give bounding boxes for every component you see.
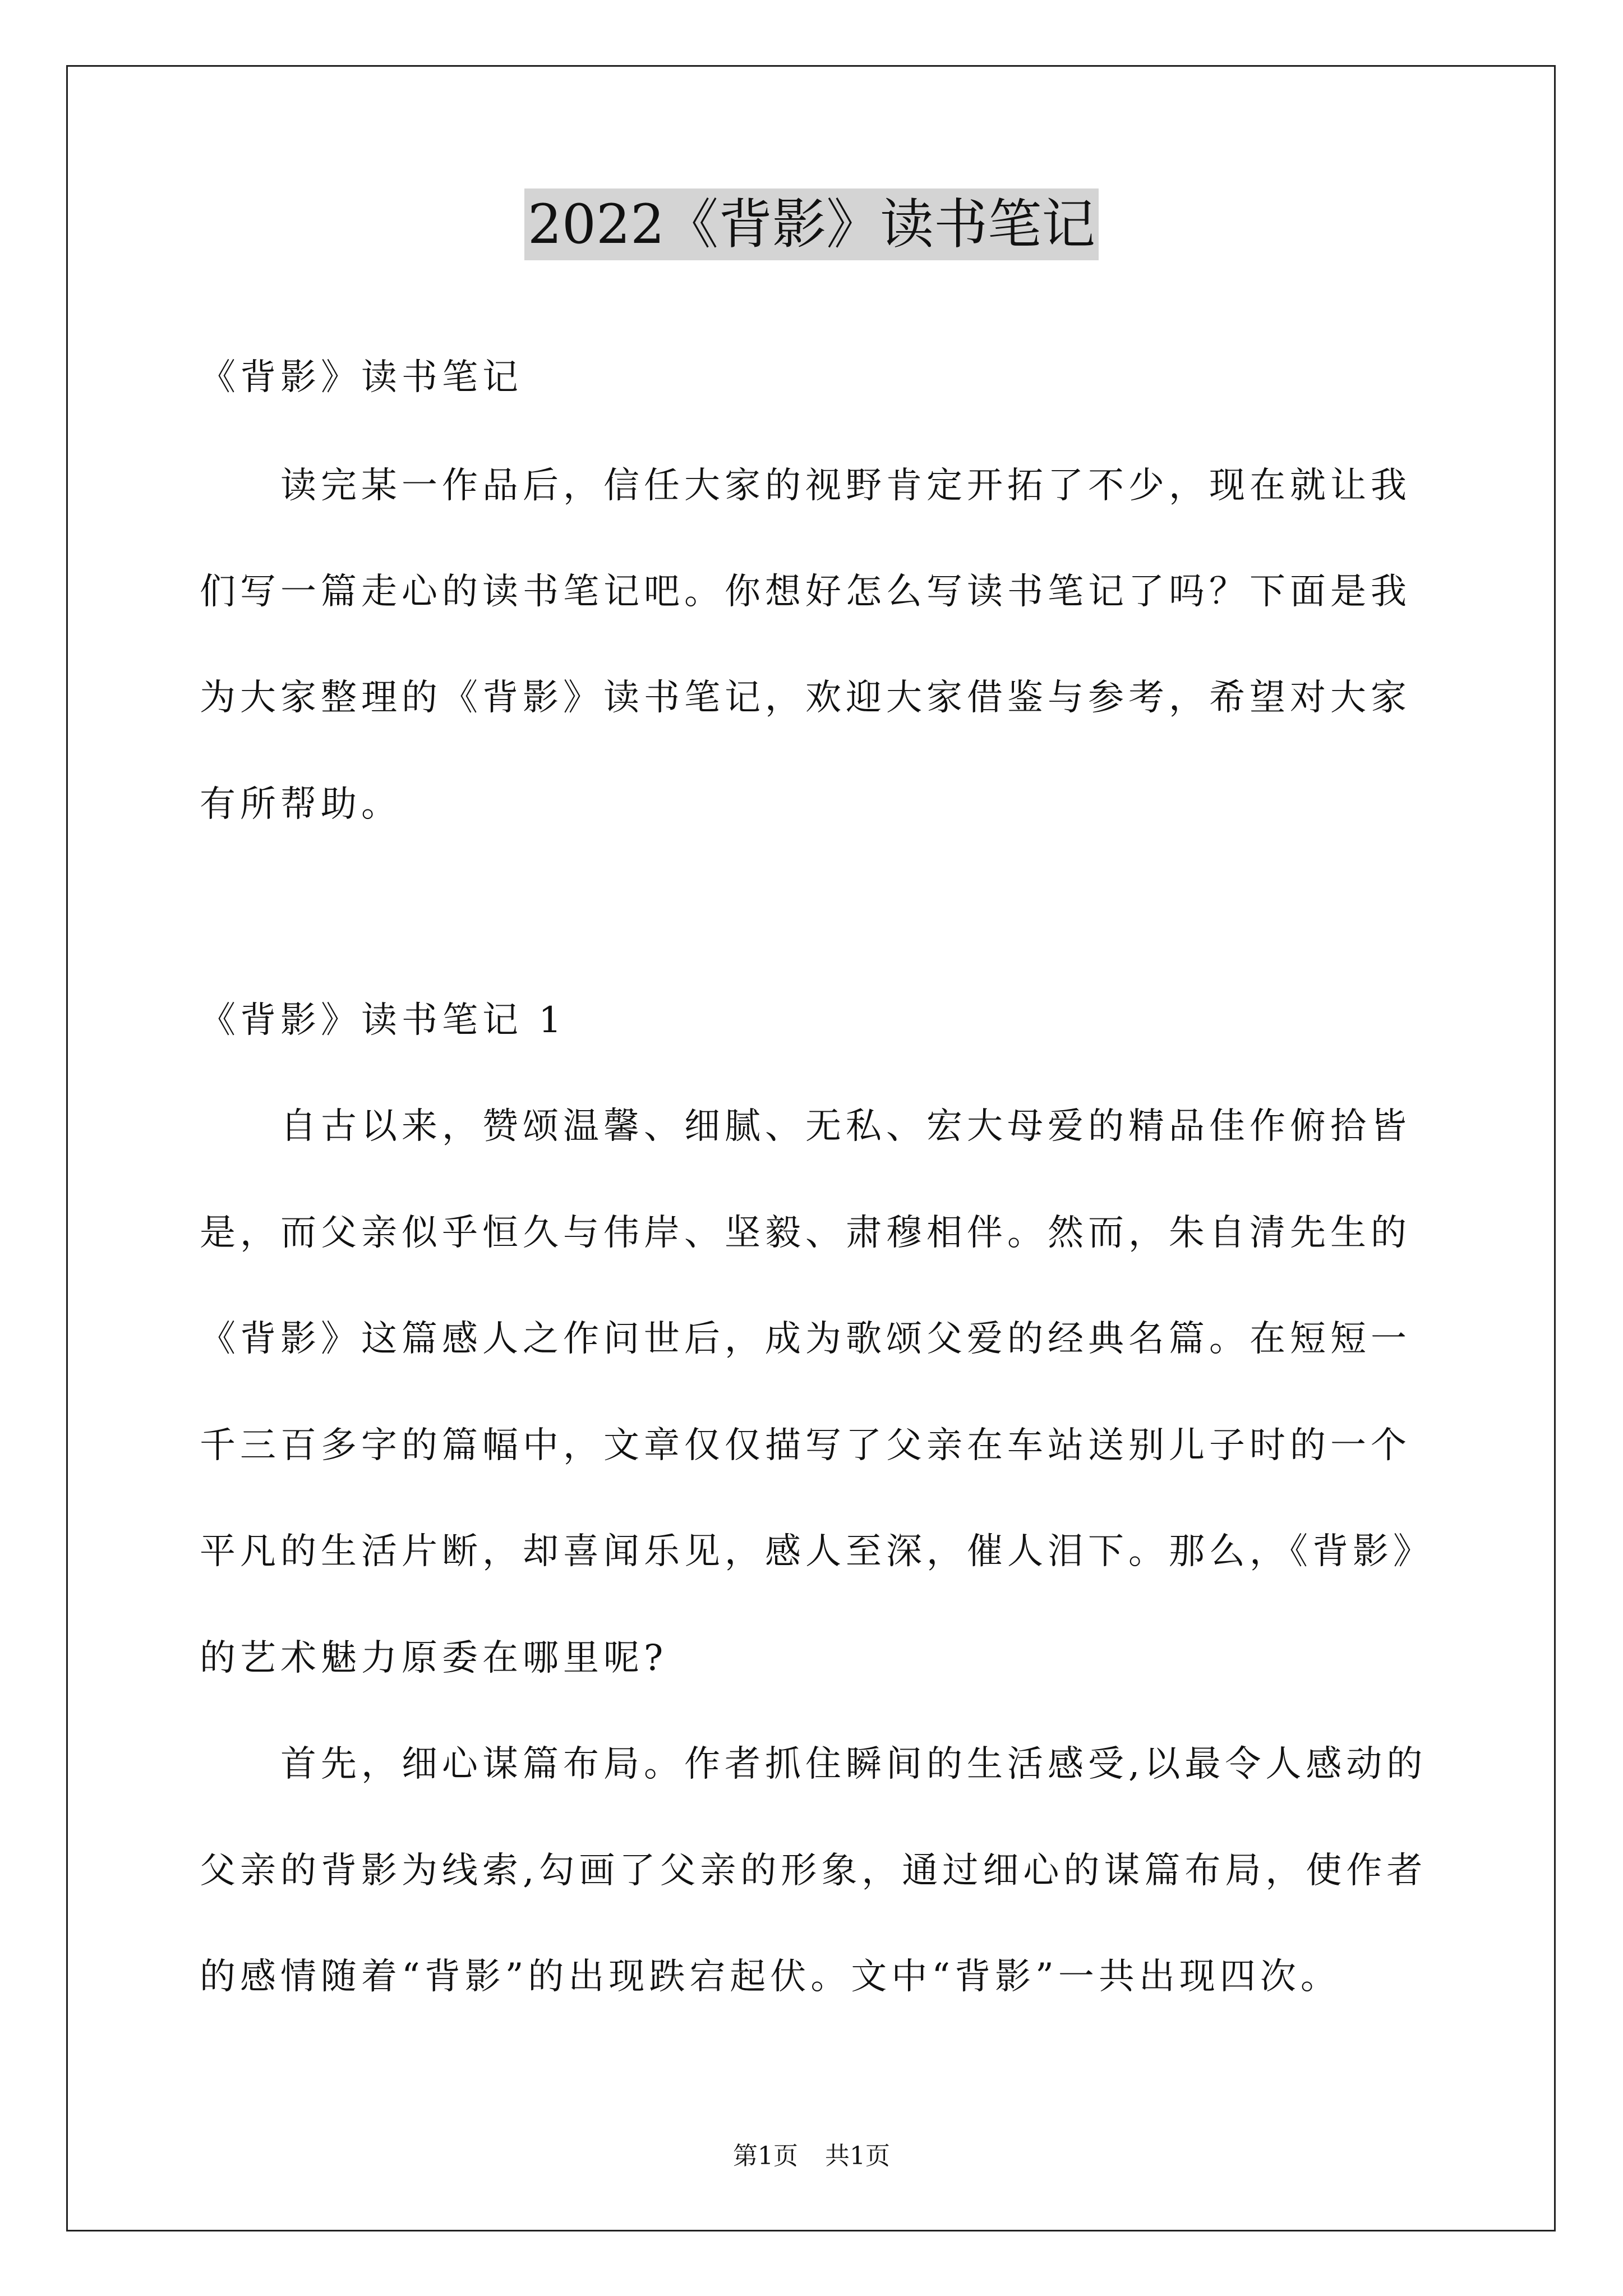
paragraph-line: 是，而父亲似乎恒久与伟岸、坚毅、肃穆相伴。然而，朱自清先生的 [200,1212,1411,1254]
paragraph-line: 千三百多字的篇幅中，文章仅仅描写了父亲在车站送别儿子时的一个 [200,1425,1411,1466]
page-footer [0,2144,1623,2169]
page-total: 共1页 [825,2142,890,2170]
section-heading: 《背影》读书笔记 1 [200,1000,566,1041]
paragraph-line: 为大家整理的《背影》读书笔记，欢迎大家借鉴与参考，希望对大家 [200,677,1411,719]
paragraph-line: 自古以来，赞颂温馨、细腻、无私、宏大母爱的精品佳作俯拾皆 [200,1106,1411,1147]
document-title-text: 2022《背影》读书笔记 [524,188,1099,260]
paragraph-line: 们写一篇走心的读书笔记吧。你想好怎么写读书笔记了吗？下面是我 [200,571,1411,613]
paragraph-line: 有所帮助。 [200,784,402,825]
paragraph-line: 《背影》这篇感人之作问世后，成为歌颂父爱的经典名篇。在短短一 [200,1318,1411,1360]
page-number: 第1页 [733,2142,798,2170]
paragraph-line: 平凡的生活片断，却喜闻乐见，感人至深，催人泪下。那么，《背影》 [200,1531,1433,1572]
paragraph-line: 首先，细心谋篇布局。作者抓住瞬间的生活感受,以最令人感动的 [200,1743,1427,1785]
paragraph-line: 父亲的背影为线索,勾画了父亲的形象，通过细心的谋篇布局，使作者 [200,1850,1427,1892]
paragraph-line: 的艺术魅力原委在哪里呢? [200,1637,668,1679]
paragraph-line: 的感情随着“背影”的出现跌宕起伏。文中“背影”一共出现四次。 [200,1956,1341,1998]
document-title [0,193,1623,256]
paragraph-line: 读完某一作品后，信任大家的视野肯定开拓了不少，现在就让我 [200,465,1411,507]
section-heading: 《背影》读书笔记 [200,357,523,398]
